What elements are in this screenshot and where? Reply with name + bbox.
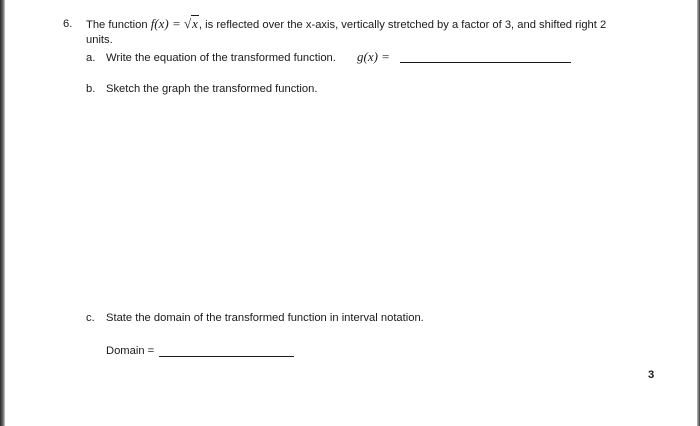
square-root-symbol: √x bbox=[184, 16, 198, 31]
part-a-text: Write the equation of the transformed function. bbox=[106, 52, 336, 64]
part-c-text: State the domain of the transformed function in interval notation. bbox=[106, 312, 424, 324]
question-line-1 bbox=[86, 17, 606, 32]
part-a-answer-blank[interactable] bbox=[400, 62, 571, 63]
intro-prefix: The function bbox=[86, 19, 148, 31]
intro-suffix: , is reflected over the x-axis, vertically stretched by a factor of 3, and shifted right 2 bbox=[198, 19, 607, 31]
part-b-text: Sketch the graph the transformed function. bbox=[106, 83, 318, 95]
part-b-letter: b. bbox=[86, 83, 96, 95]
question-number: 6. bbox=[63, 18, 73, 30]
part-a-letter: a. bbox=[86, 52, 96, 64]
part-a-answer-label: g(x) = bbox=[357, 49, 390, 64]
radicand: x bbox=[192, 16, 198, 31]
page-left-edge bbox=[0, 0, 5, 426]
question-line-2: units. bbox=[86, 34, 113, 46]
part-c-answer-blank[interactable] bbox=[159, 356, 294, 357]
part-c-letter: c. bbox=[86, 312, 95, 324]
part-c-answer-label: Domain = bbox=[106, 345, 155, 357]
page-number: 3 bbox=[648, 369, 655, 381]
function-definition: f(x) = √x bbox=[150, 16, 198, 31]
